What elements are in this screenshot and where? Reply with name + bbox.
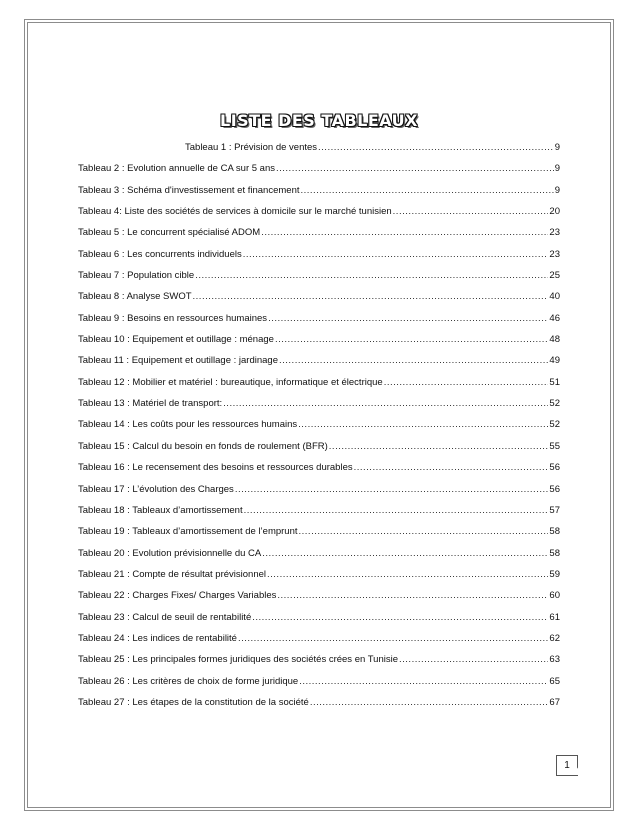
toc-entry-label: Tableau 11 : Equipement et outillage : jardinage [78,355,278,367]
toc-entry[interactable] [78,355,560,376]
dot-leader [329,441,549,452]
toc-entry-page: 52 [549,398,560,410]
toc-entry-label: Tableau 14 : Les coûts pour les ressources humains [78,419,298,431]
toc-entry-page: 52 [549,419,560,431]
toc-entry[interactable] [78,612,560,633]
toc-entry-page: 61 [549,611,560,623]
toc-entry-page: 59 [549,568,560,580]
toc-entry-label: Tableau 5 : Le concurrent spécialisé ADOM [78,227,261,239]
toc-entry[interactable] [78,185,560,206]
toc-entry-label: Tableau 18 : Tableaux d’amortissement [78,504,243,516]
toc-entry[interactable] [78,697,560,718]
toc-entry-page: 51 [549,376,560,388]
toc-entry-label: Tableau 8 : Analyse SWOT [78,291,192,303]
dot-leader [399,654,548,665]
toc-entry-label: Tableau 19 : Tableaux d’amortissement de l’emprunt [78,526,298,538]
toc-entry-label: Tableau 16 : Le recensement des besoins et ressources durables [78,462,353,474]
toc-entry[interactable] [78,654,560,675]
toc-entry-page: 23 [549,227,560,239]
toc-entry[interactable] [78,569,560,590]
toc-entry-label: Tableau 6 : Les concurrents individuels [78,248,242,260]
dot-leader [275,334,548,345]
dot-leader [252,612,548,623]
dot-leader [279,355,548,366]
toc-entry-page: 23 [549,248,560,260]
toc-entry-page: 60 [549,590,560,602]
toc-entry-label: Tableau 3 : Schéma d'investissement et financement [78,184,300,196]
toc-entry[interactable] [78,419,560,440]
list-title: LISTE DES TABLEAUX [220,111,418,130]
toc-entry-page: 58 [549,526,560,538]
toc-entry-page: 63 [549,654,560,666]
dot-leader [276,163,554,174]
toc-entry[interactable] [78,313,560,334]
toc-entry-label: Tableau 12 : Mobilier et matériel : bureautique, informatique et électrique [78,376,383,388]
toc-entry-page: 40 [549,291,560,303]
toc-entry-label: Tableau 23 : Calcul de seuil de rentabilité [78,611,252,623]
dot-leader [318,142,554,153]
toc-entry[interactable] [78,505,560,526]
toc-entry[interactable] [78,441,560,462]
toc-entry[interactable] [78,484,560,505]
toc-entry-label: Tableau 2 : Evolution annuelle de CA sur 5 ans [78,163,275,175]
toc-entry[interactable] [78,206,560,227]
page-number-fold [575,765,583,775]
dot-leader [244,505,549,516]
dot-leader [267,569,548,580]
toc-entry[interactable] [78,462,560,483]
dot-leader [235,484,549,495]
toc-entry-label: Tableau 26 : Les critères de choix de forme juridique [78,675,299,687]
dot-leader [354,462,549,473]
toc-entry[interactable] [78,270,560,291]
toc-entry-label: Tableau 4: Liste des sociétés de services à domicile sur le marché tunisien [78,206,392,218]
toc-entry[interactable] [78,249,560,270]
toc-entry-page: 58 [549,547,560,559]
toc-entry[interactable] [78,291,560,312]
dot-leader [384,377,549,388]
toc-entry-page: 25 [549,270,560,282]
toc-entry-label: Tableau 1 : Prévision de ventes [185,142,318,153]
dot-leader [261,227,548,238]
toc-entry-page: 65 [549,675,560,687]
toc-entry-label: Tableau 13 : Matériel de transport: [78,398,223,410]
toc-entry[interactable] [78,398,560,419]
toc-entry[interactable] [78,633,560,654]
toc-entry-label: Tableau 24 : Les indices de rentabilité [78,632,237,644]
toc-entry[interactable] [78,548,560,569]
toc-entry[interactable] [78,163,560,184]
toc-entry[interactable] [78,590,560,611]
dot-leader [310,697,549,708]
toc-entry-page: 9 [554,163,560,175]
dot-leader [195,270,548,281]
dot-leader [277,590,548,601]
toc-entry-page: 9 [554,142,560,153]
dot-leader [299,526,549,537]
toc-entry[interactable] [78,676,560,697]
dot-leader [393,206,549,217]
dot-leader [268,313,548,324]
table-list [78,142,560,718]
dot-leader [238,633,548,644]
toc-entry-page: 56 [549,483,560,495]
dot-leader [193,291,549,302]
dot-leader [298,419,548,430]
dot-leader [262,548,548,559]
toc-entry-label: Tableau 9 : Besoins en ressources humaines [78,312,268,324]
toc-entry-page: 55 [549,440,560,452]
toc-entry-page: 20 [549,206,560,218]
dot-leader [301,185,554,196]
toc-entry-page: 56 [549,462,560,474]
toc-entry-label: Tableau 7 : Population cible [78,270,195,282]
toc-entry-page: 48 [549,334,560,346]
toc-entry-label: Tableau 15 : Calcul du besoin en fonds de roulement (BFR) [78,440,328,452]
toc-entry[interactable] [78,377,560,398]
dot-leader [299,676,548,687]
toc-entry[interactable] [78,142,560,163]
toc-entry-page: 62 [549,632,560,644]
toc-entry-label: Tableau 10 : Equipement et outillage : ménage [78,334,274,346]
toc-entry-label: Tableau 27 : Les étapes de la constitution de la société [78,696,309,708]
toc-entry-page: 67 [549,696,560,708]
page-number: 1 [556,755,578,776]
toc-entry[interactable] [78,334,560,355]
toc-entry-label: Tableau 20 : Evolution prévisionnelle du CA [78,547,262,559]
toc-entry-page: 46 [549,312,560,324]
toc-entry-label: Tableau 22 : Charges Fixes/ Charges Variables [78,590,277,602]
toc-entry[interactable] [78,526,560,547]
dot-leader [223,398,548,409]
dot-leader [243,249,549,260]
toc-entry-page: 9 [554,184,560,196]
toc-entry[interactable] [78,227,560,248]
toc-entry-label: Tableau 25 : Les principales formes juridiques des sociétés crées en Tunisie [78,654,399,666]
toc-entry-label: Tableau 21 : Compte de résultat prévisionnel [78,568,267,580]
toc-entry-page: 57 [549,504,560,516]
toc-entry-page: 49 [549,355,560,367]
toc-entry-label: Tableau 17 : L’évolution des Charges [78,483,234,495]
